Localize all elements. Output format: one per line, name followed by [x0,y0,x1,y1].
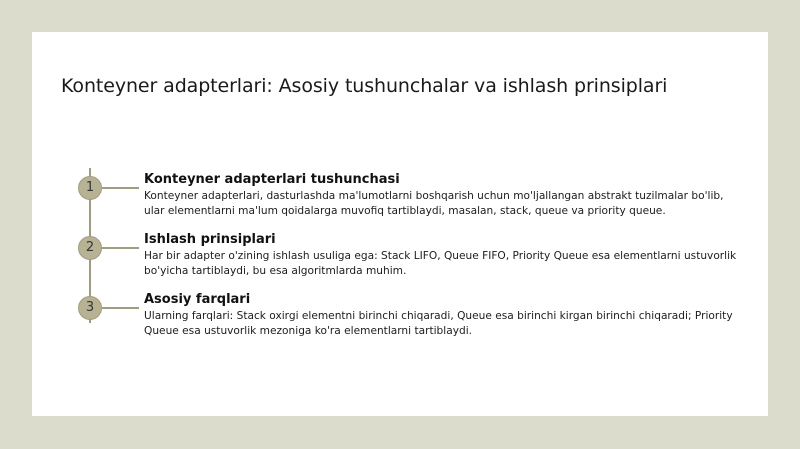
step-connector-3 [102,307,139,309]
step-number-badge-1: 1 [78,176,102,200]
step-connector-2 [102,247,139,249]
step-description-2: Har bir adapter o'zining ishlash usuliga ega: Stack LIFO, Queue FIFO, Priority Queue esa elementlarni ustuvorlik bo'yicha tartiblaydi, bu esa algoritmlarda muhim. [144,250,737,277]
step-heading-2: Ishlash prinsiplari [144,232,276,247]
step-heading-1: Konteyner adapterlari tushunchasi [144,172,400,187]
step-number-badge-3: 3 [78,296,102,320]
step-connector-1 [102,187,139,189]
slide [32,32,768,416]
slide-title: Konteyner adapterlari: Asosiy tushunchalar va ishlash prinsiplari [61,75,668,97]
step-number-badge-2: 2 [78,236,102,260]
step-description-1: Konteyner adapterlari, dasturlashda ma'lumotlarni boshqarish uchun mo'ljallangan abstrakt tuzilmalar bo'lib, ular elementlarni ma'lum qoidalarga muvofiq tartiblaydi, masalan, stack, queue va priority queue. [144,190,724,217]
step-description-3: Ularning farqlari: Stack oxirgi elementni birinchi chiqaradi, Queue esa birinchi kirgan birinchi chiqaradi; Priority Queue esa ustuvorlik mezoniga ko'ra elementlarni tartiblaydi. [144,310,733,337]
step-heading-3: Asosiy farqlari [144,292,251,307]
